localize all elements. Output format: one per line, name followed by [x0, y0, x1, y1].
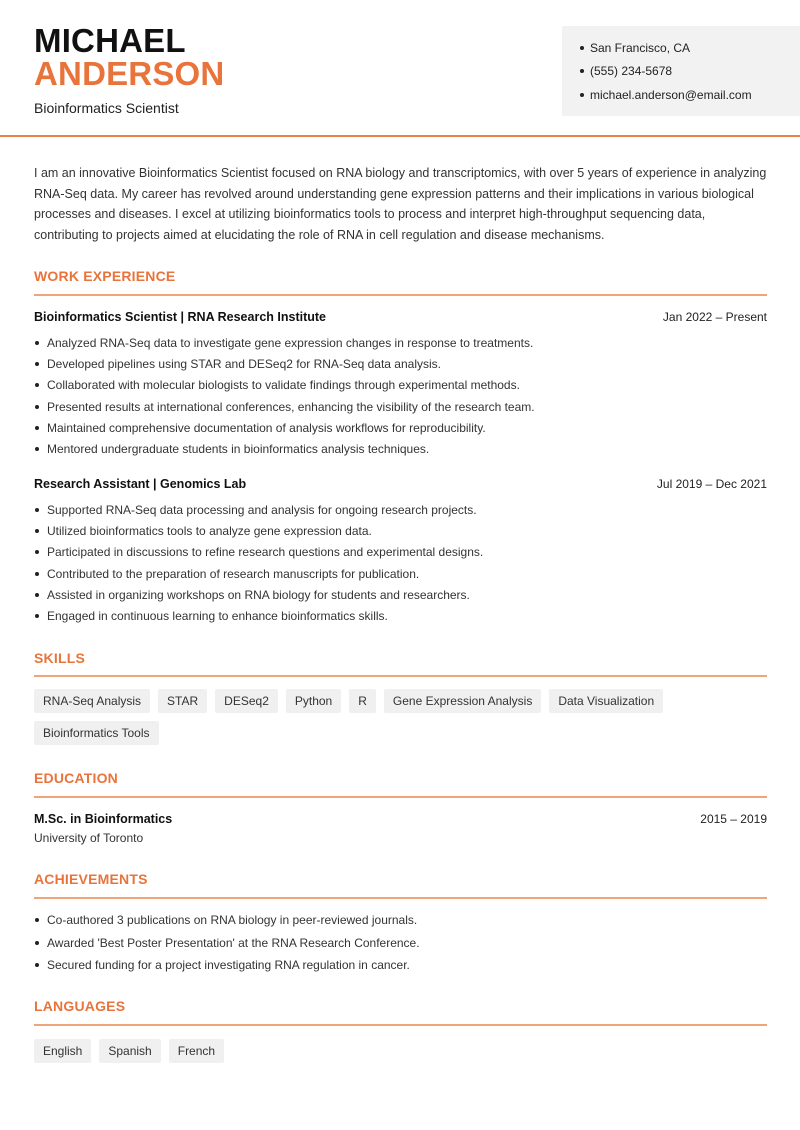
job-2-bullets: [34, 499, 774, 627]
list-item-text: Secured funding for a project investigating RNA regulation in cancer.: [47, 958, 410, 973]
skill-tag: DESeq2: [215, 689, 278, 713]
skill-tag: Gene Expression Analysis: [384, 689, 541, 713]
list-item: [34, 932, 774, 955]
list-item-text: Presented results at international conferences, enhancing the visibility of the research team.: [47, 399, 535, 414]
education-dates: 2015 – 2019: [700, 812, 767, 826]
list-item: [34, 542, 774, 563]
section-title-work: WORK EXPERIENCE: [34, 268, 176, 284]
section-title-education: EDUCATION: [34, 770, 118, 786]
profile-summary: I am an innovative Bioinformatics Scientist focused on RNA biology and transcriptomics, with over 5 years of experience in analyzing RNA-Seq data. My career has revolved around understanding gene expression patterns and their implications in various biological processes and diseases. I excel at utilizing bioinformatics tools to process and interpret high-throughput sequencing data, contributing to projects aimed at elucidating the role of RNA in cell regulation and disease mechanisms.: [34, 166, 767, 243]
language-tag: French: [169, 1039, 224, 1063]
list-item: [34, 499, 774, 520]
bullet-icon: [35, 529, 39, 533]
skill-tag: STAR: [158, 689, 207, 713]
bullet-icon: [35, 447, 39, 451]
education-school: University of Toronto: [34, 831, 144, 845]
job-1-bullets: [34, 332, 774, 460]
languages-tags: [34, 1039, 774, 1063]
skill-tag: Python: [286, 689, 341, 713]
skill-tag: R: [349, 689, 376, 713]
list-item-text: Developed pipelines using STAR and DESeq2 for RNA-Seq data analysis.: [47, 356, 441, 371]
education-degree: M.Sc. in Bioinformatics: [34, 812, 173, 826]
bullet-icon: [580, 69, 584, 73]
section-title-skills: SKILLS: [34, 650, 85, 666]
contact-email[interactable]: [580, 83, 800, 107]
bullet-icon: [580, 46, 584, 50]
contact-box: [562, 26, 800, 116]
list-item: [34, 353, 774, 374]
section-divider: [34, 294, 767, 296]
section-divider: [34, 1024, 767, 1026]
list-item-text: Collaborated with molecular biologists to validate findings through experimental methods.: [47, 378, 520, 393]
last-name: ANDERSON: [34, 55, 225, 92]
section-divider: [34, 897, 767, 899]
bullet-icon: [35, 341, 39, 345]
bullet-icon: [35, 941, 39, 945]
list-item-text: Participated in discussions to refine research questions and experimental designs.: [47, 545, 484, 560]
list-item: [34, 417, 774, 438]
achievements-list: [34, 909, 774, 977]
bullet-icon: [35, 963, 39, 967]
list-item: [34, 375, 774, 396]
section-divider: [34, 675, 767, 677]
bullet-icon: [35, 918, 39, 922]
bullet-icon: [35, 405, 39, 409]
list-item: [34, 584, 774, 605]
bullet-icon: [35, 426, 39, 430]
skill-tag: RNA-Seq Analysis: [34, 689, 150, 713]
section-title-languages: LANGUAGES: [34, 998, 126, 1014]
contact-location-text: San Francisco, CA: [590, 40, 691, 55]
contact-phone: [580, 60, 800, 84]
list-item-text: Utilized bioinformatics tools to analyze gene expression data.: [47, 523, 372, 538]
list-item-text: Maintained comprehensive documentation of analysis workflows for reproducibility.: [47, 420, 486, 435]
contact-location: [580, 36, 800, 60]
job-title-1: Bioinformatics Scientist | RNA Research Institute: [34, 310, 326, 324]
list-item-text: Contributed to the preparation of research manuscripts for publication.: [47, 566, 420, 581]
bullet-icon: [35, 572, 39, 576]
list-item: [34, 438, 774, 459]
contact-email-text[interactable]: michael.anderson@email.com: [590, 87, 752, 102]
section-title-achievements: ACHIEVEMENTS: [34, 871, 148, 887]
list-item: [34, 909, 774, 932]
bullet-icon: [35, 614, 39, 618]
language-tag: English: [34, 1039, 91, 1063]
job-role: Bioinformatics Scientist: [34, 100, 179, 116]
job-dates-2: Jul 2019 – Dec 2021: [656, 477, 767, 491]
list-item: [34, 605, 774, 626]
job-title-2: Research Assistant | Genomics Lab: [34, 477, 247, 491]
list-item-text: Mentored undergraduate students in bioinformatics analysis techniques.: [47, 442, 430, 457]
list-item-text: Co-authored 3 publications on RNA biology in peer-reviewed journals.: [47, 913, 418, 928]
skill-tag: Data Visualization: [549, 689, 663, 713]
list-item-text: Supported RNA-Seq data processing and analysis for ongoing research projects.: [47, 502, 477, 517]
list-item-text: Analyzed RNA-Seq data to investigate gene expression changes in response to treatments.: [47, 335, 534, 350]
skills-tags: [34, 689, 774, 745]
bullet-icon: [35, 383, 39, 387]
list-item-text: Engaged in continuous learning to enhance bioinformatics skills.: [47, 609, 388, 624]
list-item: [34, 520, 774, 541]
job-dates-1: Jan 2022 – Present: [662, 310, 767, 324]
section-divider: [34, 796, 767, 798]
list-item: [34, 954, 774, 977]
first-name: MICHAEL: [34, 22, 186, 59]
skill-tag: Bioinformatics Tools: [34, 721, 159, 745]
bullet-icon: [35, 550, 39, 554]
language-tag: Spanish: [99, 1039, 160, 1063]
resume-header: [0, 0, 800, 137]
bullet-icon: [35, 593, 39, 597]
list-item-text: Assisted in organizing workshops on RNA biology for students and researchers.: [47, 587, 470, 602]
list-item: [34, 332, 774, 353]
contact-phone-text: (555) 234-5678: [590, 64, 673, 79]
bullet-icon: [580, 93, 584, 97]
list-item: [34, 396, 774, 417]
bullet-icon: [35, 362, 39, 366]
list-item: [34, 563, 774, 584]
bullet-icon: [35, 508, 39, 512]
list-item-text: Awarded 'Best Poster Presentation' at the RNA Research Conference.: [47, 935, 420, 950]
